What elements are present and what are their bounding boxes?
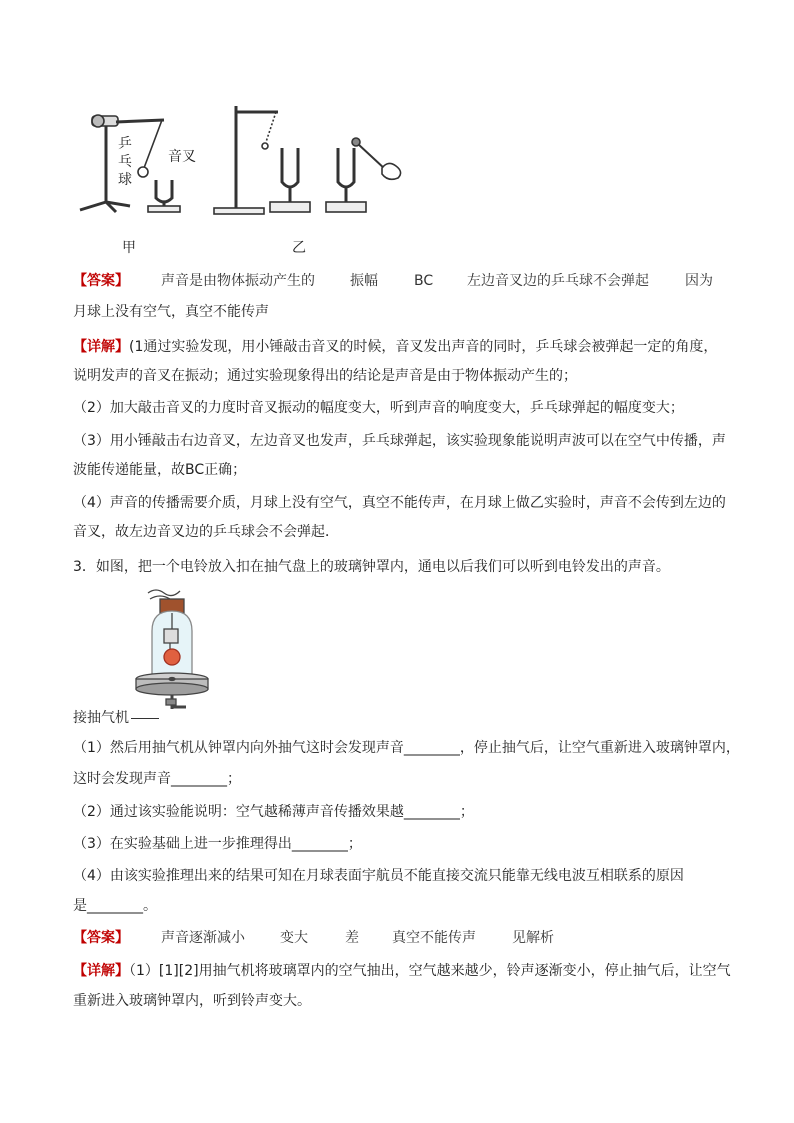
question-3-sub-1a: （1）然后用抽气机从钟罩内向外抽气这时会发现声音________，停止抽气后，让空气重新进入玻璃钟罩内，	[73, 740, 740, 756]
question-3-sub-2: （2）通过该实验能说明：空气越稀薄声音传播效果越________；	[73, 804, 474, 820]
detail-2-text: （1）[1][2]用抽气机将玻璃罩内的空气抽出，空气越来越少，铃声逐渐变小，停止抽气后，让空气	[129, 963, 731, 979]
question-3-sub-1b: 这时会发现声音________；	[73, 771, 241, 787]
answer-2-part-3: 差	[345, 930, 359, 946]
detail-1-p1a	[73, 337, 717, 357]
detail-1-p2: （2）加大敲击音叉的力度时音叉振动的幅度变大，听到声音的响度变大，乒乓球弹起的幅度变大；	[73, 400, 684, 416]
detail-2-p1a	[73, 961, 731, 981]
answer-2-part-4: 真空不能传声	[392, 930, 476, 946]
detail-1-text: (1通过实验发现，用小锤敲击音叉的时候，音叉发出声音的同时，乒乓球会被弹起一定的角度，	[129, 339, 718, 355]
pingpong-label-1: 乒	[118, 136, 132, 152]
vacuum-pump-text: 接抽气机	[73, 710, 129, 726]
bell-jar-figure	[130, 585, 240, 715]
answer-2-part-5: 见解析	[512, 930, 554, 946]
caption-jia: 甲	[122, 240, 136, 256]
tuning-fork-label: 音叉	[168, 149, 196, 165]
answer-1-row	[73, 271, 129, 291]
pingpong-label-2: 乓	[118, 154, 132, 170]
answer-1-part-1: 声音是由物体振动产生的	[161, 273, 315, 289]
answer-1-part-4: 左边音叉边的乒乓球不会弹起	[467, 273, 649, 289]
detail-1-p3b: 波能传递能量，故BC正确；	[73, 462, 247, 478]
detail-tag: 【详解】	[73, 339, 129, 355]
caption-yi: 乙	[292, 240, 306, 256]
question-3-sub-4b: 是________。	[73, 898, 157, 914]
pingpong-label	[118, 135, 132, 189]
answer-2-row	[73, 928, 129, 948]
question-3-sub-4a: （4）由该实验推理出来的结果可知在月球表面宇航员不能直接交流只能靠无线电波互相联系的原因	[73, 868, 684, 884]
answer-1-part-2: 振幅	[350, 273, 378, 289]
answer-2-part-1: 声音逐渐减小	[161, 930, 245, 946]
question-3-sub-3: （3）在实验基础上进一步推理得出________；	[73, 836, 362, 852]
answer-1-part-3: BC	[414, 273, 434, 289]
question-3-stem: 3．如图，把一个电铃放入扣在抽气盘上的玻璃钟罩内，通电以后我们可以听到电铃发出的声音。	[73, 559, 670, 575]
answer-tag: 【答案】	[73, 273, 129, 289]
pingpong-label-3: 球	[118, 172, 132, 188]
answer-2-part-2: 变大	[280, 930, 308, 946]
label-leader	[131, 718, 159, 719]
answer-tag-2: 【答案】	[73, 930, 129, 946]
answer-1-part-5: 因为	[685, 273, 713, 289]
detail-1-p1b: 说明发声的音叉在振动；通过实验现象得出的结论是声音是由于物体振动产生的；	[73, 368, 577, 384]
detail-2-p1b: 重新进入玻璃钟罩内，听到铃声变大。	[73, 993, 311, 1009]
detail-1-p4b: 音叉，故左边音叉边的乒乓球会不会弹起．	[73, 524, 339, 540]
answer-1-cont: 月球上没有空气，真空不能传声	[73, 304, 269, 320]
detail-1-p4a: （4）声音的传播需要介质，月球上没有空气，真空不能传声，在月球上做乙实验时，声音不会传到左边的	[73, 495, 726, 511]
detail-tag-2: 【详解】	[73, 963, 129, 979]
vacuum-pump-label	[73, 708, 159, 728]
detail-1-p3a: （3）用小锤敲击右边音叉，左边音叉也发声，乒乓球弹起，该实验现象能说明声波可以在空气中传播，声	[73, 433, 726, 449]
